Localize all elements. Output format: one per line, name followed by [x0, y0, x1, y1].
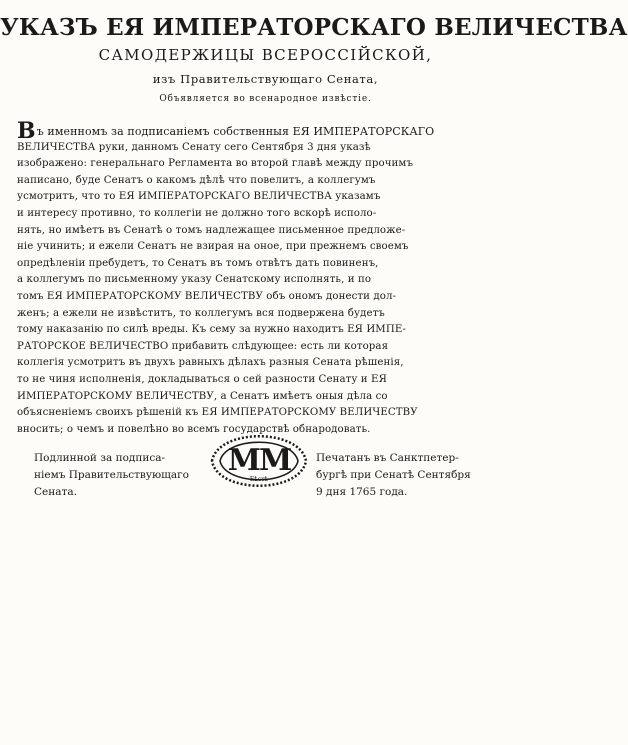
body-line: ніе учинить; и ежели Сенатъ не взирая на оное, при прежнемъ своемъ [17, 241, 409, 253]
original-signature-note [34, 450, 189, 501]
body-line: ВЕЛИЧЕСТВА руки, данномъ Сенату сего Сентября 3 дня указѣ [17, 141, 371, 153]
printing-note-line: бургѣ при Сенатѣ Сентября [316, 469, 471, 481]
seal-monogram: MM [227, 443, 291, 478]
body-line: усмотритъ, что то ЕЯ ИМПЕРАТОРСКАГО ВЕЛИЧЕСТВА указамъ [17, 191, 381, 203]
body-line: женъ; а ежели не извѣститъ, то коллегумъ вся подвержена будетъ [17, 307, 385, 319]
body-line: ИМПЕРАТОРСКОМУ ВЕЛИЧЕСТВУ, а Сенатъ имѣетъ оныя дѣла со [17, 390, 388, 402]
signature-note-line: Сената. [34, 486, 77, 498]
body-line: объясненіемъ своихъ рѣшеній къ ЕЯ ИМПЕРАТОРСКОМУ ВЕЛИЧЕСТВУ [17, 407, 418, 419]
decree-title: УКАЗЪ ЕЯ ИМПЕРАТОРСКАГО ВЕЛИЧЕСТВА [0, 14, 628, 41]
body-line-text: ъ именномъ за подписаніемъ собственныя ЕЯ ИМПЕРАТОРСКАГО [36, 125, 435, 138]
decree-announcement: Объявляется во всенародное извѣстіе. [159, 94, 372, 104]
body-line: коллегія усмотритъ въ двухъ равныхъ дѣлахъ разныя Сената рѣшенія, [17, 357, 404, 369]
body-line: а коллегумъ по письменному указу Сенатскому исполнять, и по [17, 274, 372, 286]
decree-body [17, 118, 515, 438]
seal-emblem [204, 420, 314, 502]
body-line: тому наказанію по силѣ вреды. Къ сему за нужно находитъ ЕЯ ИМПЕ- [17, 324, 406, 336]
body-line: изображено: генеральнаго Регламента во второй главѣ между прочимъ [17, 158, 414, 170]
body-line [17, 118, 515, 144]
body-line: вносить; о чемъ и повелѣно во всемъ государствѣ обнародовать. [17, 423, 371, 435]
printing-note [316, 450, 471, 501]
printing-note-line: Печатанъ въ Санктпетер- [316, 452, 459, 464]
decree-subtitle: САМОДЕРЖИЦЫ ВСЕРОССІЙСКОЙ, [98, 46, 433, 64]
body-line: то не чиня исполненія, докладываться о сей разности Сенату и ЕЯ [17, 373, 387, 385]
printing-note-line: 9 дня 1765 года. [316, 486, 408, 498]
body-line: нять, но имѣетъ въ Сенатѣ о томъ надлежащее письменное предложе- [17, 224, 406, 236]
signature-note-line: ніемъ Правительствующаго [34, 469, 189, 481]
body-line: и интересу противно, то коллегіи не должно того вскорѣ исполо- [17, 207, 377, 219]
decree-source: изъ Правительствующаго Сената, [152, 72, 379, 86]
body-line: написано, буде Сенатъ о какомъ дѣлѣ что повелитъ, а коллегумъ [17, 174, 376, 186]
body-line: томъ ЕЯ ИМПЕРАТОРСКОМУ ВЕЛИЧЕСТВУ объ ономъ донести дол- [17, 290, 397, 302]
signature-note-line: Подлинной за подписа- [34, 452, 166, 464]
seal-text: Бѣстѣ [249, 476, 269, 483]
drop-cap: В [17, 118, 36, 144]
body-line: РАТОРСКОЕ ВЕЛИЧЕСТВО прибавить слѣдующее: есть ли которая [17, 340, 389, 352]
body-line: опредѣленіи пребудетъ, то Сенатъ въ томъ отвѣтъ дать повиненъ, [17, 257, 379, 269]
